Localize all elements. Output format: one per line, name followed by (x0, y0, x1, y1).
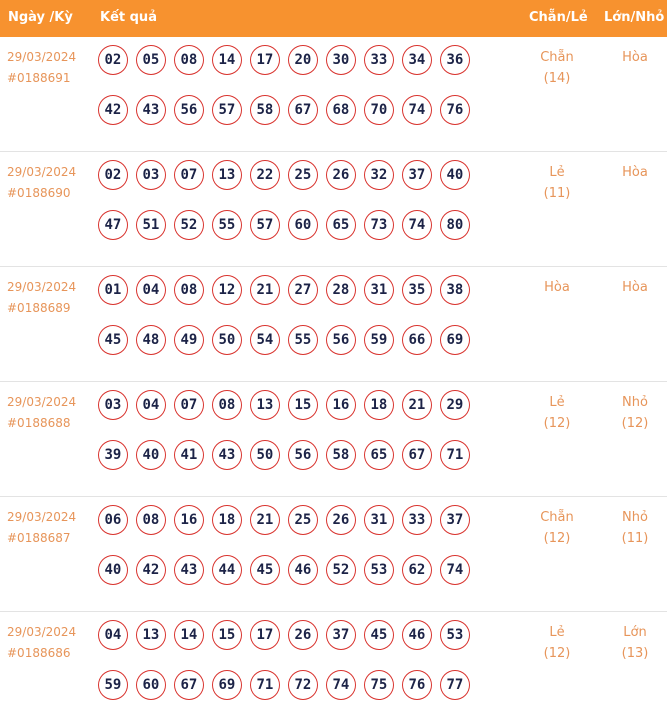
result-ball: 55 (288, 325, 318, 355)
result-ball: 56 (174, 95, 204, 125)
result-ball: 37 (402, 160, 432, 190)
result-balls (98, 390, 478, 490)
size-label: Hòa (622, 280, 648, 295)
result-ball: 08 (174, 45, 204, 75)
result-ball: 28 (326, 275, 356, 305)
table-row (0, 612, 667, 726)
result-ball: 57 (250, 210, 280, 240)
result-ball: 51 (136, 210, 166, 240)
draw-period: #0188690 (7, 186, 71, 200)
result-ball: 40 (136, 440, 166, 470)
result-ball: 47 (98, 210, 128, 240)
size-result (605, 162, 665, 183)
result-ball: 13 (136, 620, 166, 650)
draw-date-period (7, 622, 76, 664)
result-ball: 05 (136, 45, 166, 75)
result-ball: 26 (326, 505, 356, 535)
result-ball: 06 (98, 505, 128, 535)
result-ball: 60 (288, 210, 318, 240)
parity-label: Lẻ (549, 625, 565, 640)
result-ball: 26 (326, 160, 356, 190)
result-ball: 25 (288, 505, 318, 535)
parity-result (527, 507, 587, 549)
result-ball: 74 (440, 555, 470, 585)
result-ball: 44 (212, 555, 242, 585)
draw-date: 29/03/2024 (7, 50, 77, 64)
result-ball: 69 (440, 325, 470, 355)
result-ball: 69 (212, 670, 242, 700)
result-ball: 40 (440, 160, 470, 190)
result-ball: 43 (174, 555, 204, 585)
result-ball: 08 (212, 390, 242, 420)
result-balls (98, 620, 478, 720)
result-ball: 42 (136, 555, 166, 585)
result-ball: 36 (440, 45, 470, 75)
results-table-header (0, 0, 667, 37)
result-ball: 04 (98, 620, 128, 650)
table-row (0, 37, 667, 152)
draw-date: 29/03/2024 (7, 165, 77, 179)
result-ball: 57 (212, 95, 242, 125)
result-ball: 14 (174, 620, 204, 650)
table-row (0, 267, 667, 382)
draw-period: #0188686 (7, 646, 71, 660)
parity-result (527, 47, 587, 89)
draw-date: 29/03/2024 (7, 510, 77, 524)
header-parity: Chẵn/Lẻ (529, 10, 588, 25)
size-label: Nhỏ (622, 395, 648, 410)
result-ball: 58 (326, 440, 356, 470)
result-ball: 76 (402, 670, 432, 700)
ball-line (98, 210, 478, 240)
result-ball: 31 (364, 275, 394, 305)
result-ball: 16 (326, 390, 356, 420)
table-row (0, 497, 667, 612)
draw-date-period (7, 507, 76, 549)
result-ball: 13 (250, 390, 280, 420)
result-ball: 74 (402, 210, 432, 240)
result-ball: 56 (326, 325, 356, 355)
result-ball: 56 (288, 440, 318, 470)
result-ball: 76 (440, 95, 470, 125)
result-ball: 21 (250, 505, 280, 535)
result-ball: 71 (250, 670, 280, 700)
header-result: Kết quả (100, 10, 157, 25)
draw-date: 29/03/2024 (7, 625, 77, 639)
result-ball: 67 (288, 95, 318, 125)
result-ball: 42 (98, 95, 128, 125)
result-balls (98, 160, 478, 260)
result-ball: 58 (250, 95, 280, 125)
ball-line (98, 505, 478, 535)
result-ball: 52 (174, 210, 204, 240)
result-ball: 17 (250, 45, 280, 75)
result-ball: 59 (364, 325, 394, 355)
ball-line (98, 670, 478, 700)
result-ball: 52 (326, 555, 356, 585)
ball-line (98, 95, 478, 125)
result-ball: 02 (98, 160, 128, 190)
result-ball: 50 (250, 440, 280, 470)
result-ball: 55 (212, 210, 242, 240)
ball-line (98, 390, 478, 420)
result-ball: 72 (288, 670, 318, 700)
parity-result (527, 392, 587, 434)
result-ball: 65 (326, 210, 356, 240)
result-ball: 08 (174, 275, 204, 305)
result-ball: 07 (174, 390, 204, 420)
result-ball: 04 (136, 275, 166, 305)
parity-result (527, 622, 587, 664)
result-ball: 77 (440, 670, 470, 700)
parity-count: (14) (543, 71, 571, 86)
size-count: (12) (621, 416, 649, 431)
size-label: Nhỏ (622, 510, 648, 525)
results-table-body (0, 37, 667, 726)
result-ball: 31 (364, 505, 394, 535)
parity-label: Lẻ (549, 165, 565, 180)
result-ball: 20 (288, 45, 318, 75)
result-ball: 12 (212, 275, 242, 305)
result-ball: 46 (288, 555, 318, 585)
result-ball: 53 (440, 620, 470, 650)
size-label: Hòa (622, 165, 648, 180)
parity-label: Hòa (544, 280, 570, 295)
result-ball: 03 (136, 160, 166, 190)
parity-count: (12) (543, 646, 571, 661)
result-ball: 15 (212, 620, 242, 650)
result-ball: 37 (326, 620, 356, 650)
ball-line (98, 555, 478, 585)
result-ball: 60 (136, 670, 166, 700)
size-result (605, 47, 665, 68)
result-ball: 70 (364, 95, 394, 125)
size-label: Hòa (622, 50, 648, 65)
result-ball: 18 (364, 390, 394, 420)
size-result (605, 392, 665, 434)
result-ball: 43 (136, 95, 166, 125)
ball-line (98, 620, 478, 650)
result-ball: 01 (98, 275, 128, 305)
table-row (0, 152, 667, 267)
parity-label: Chẵn (540, 510, 574, 525)
result-ball: 39 (98, 440, 128, 470)
header-size: Lớn/Nhỏ (604, 10, 665, 25)
size-count: (11) (621, 531, 649, 546)
result-ball: 46 (402, 620, 432, 650)
result-ball: 74 (326, 670, 356, 700)
result-ball: 13 (212, 160, 242, 190)
ball-line (98, 45, 478, 75)
draw-period: #0188689 (7, 301, 71, 315)
result-ball: 21 (402, 390, 432, 420)
result-ball: 49 (174, 325, 204, 355)
result-ball: 67 (402, 440, 432, 470)
result-ball: 45 (98, 325, 128, 355)
result-ball: 15 (288, 390, 318, 420)
result-balls (98, 45, 478, 145)
result-ball: 45 (364, 620, 394, 650)
parity-result (527, 162, 587, 204)
result-ball: 16 (174, 505, 204, 535)
result-ball: 71 (440, 440, 470, 470)
ball-line (98, 440, 478, 470)
header-date-period: Ngày /Kỳ (8, 10, 73, 25)
result-ball: 66 (402, 325, 432, 355)
result-ball: 34 (402, 45, 432, 75)
draw-period: #0188691 (7, 71, 71, 85)
result-ball: 30 (326, 45, 356, 75)
result-ball: 59 (98, 670, 128, 700)
draw-date-period (7, 277, 76, 319)
result-ball: 08 (136, 505, 166, 535)
result-ball: 02 (98, 45, 128, 75)
result-ball: 25 (288, 160, 318, 190)
table-row (0, 382, 667, 497)
parity-count: (12) (543, 531, 571, 546)
result-ball: 45 (250, 555, 280, 585)
ball-line (98, 160, 478, 190)
result-ball: 29 (440, 390, 470, 420)
parity-label: Lẻ (549, 395, 565, 410)
draw-period: #0188687 (7, 531, 71, 545)
size-result (605, 277, 665, 298)
size-label: Lớn (623, 625, 647, 640)
result-ball: 27 (288, 275, 318, 305)
parity-count: (11) (543, 186, 571, 201)
result-ball: 17 (250, 620, 280, 650)
result-ball: 50 (212, 325, 242, 355)
draw-date: 29/03/2024 (7, 395, 77, 409)
size-count: (13) (621, 646, 649, 661)
parity-label: Chẵn (540, 50, 574, 65)
result-ball: 62 (402, 555, 432, 585)
result-ball: 37 (440, 505, 470, 535)
result-ball: 53 (364, 555, 394, 585)
result-ball: 21 (250, 275, 280, 305)
result-ball: 35 (402, 275, 432, 305)
parity-result (527, 277, 587, 298)
result-ball: 40 (98, 555, 128, 585)
result-ball: 14 (212, 45, 242, 75)
result-ball: 33 (402, 505, 432, 535)
result-balls (98, 275, 478, 375)
result-ball: 26 (288, 620, 318, 650)
result-ball: 07 (174, 160, 204, 190)
ball-line (98, 275, 478, 305)
draw-period: #0188688 (7, 416, 71, 430)
parity-count: (12) (543, 416, 571, 431)
draw-date-period (7, 392, 76, 434)
result-ball: 33 (364, 45, 394, 75)
result-ball: 18 (212, 505, 242, 535)
draw-date-period (7, 47, 76, 89)
draw-date-period (7, 162, 76, 204)
result-ball: 03 (98, 390, 128, 420)
result-ball: 73 (364, 210, 394, 240)
result-balls (98, 505, 478, 605)
result-ball: 67 (174, 670, 204, 700)
result-ball: 48 (136, 325, 166, 355)
result-ball: 41 (174, 440, 204, 470)
ball-line (98, 325, 478, 355)
size-result (605, 622, 665, 664)
result-ball: 32 (364, 160, 394, 190)
result-ball: 22 (250, 160, 280, 190)
result-ball: 80 (440, 210, 470, 240)
result-ball: 54 (250, 325, 280, 355)
result-ball: 74 (402, 95, 432, 125)
size-result (605, 507, 665, 549)
result-ball: 68 (326, 95, 356, 125)
draw-date: 29/03/2024 (7, 280, 77, 294)
result-ball: 75 (364, 670, 394, 700)
result-ball: 04 (136, 390, 166, 420)
result-ball: 65 (364, 440, 394, 470)
result-ball: 38 (440, 275, 470, 305)
result-ball: 43 (212, 440, 242, 470)
